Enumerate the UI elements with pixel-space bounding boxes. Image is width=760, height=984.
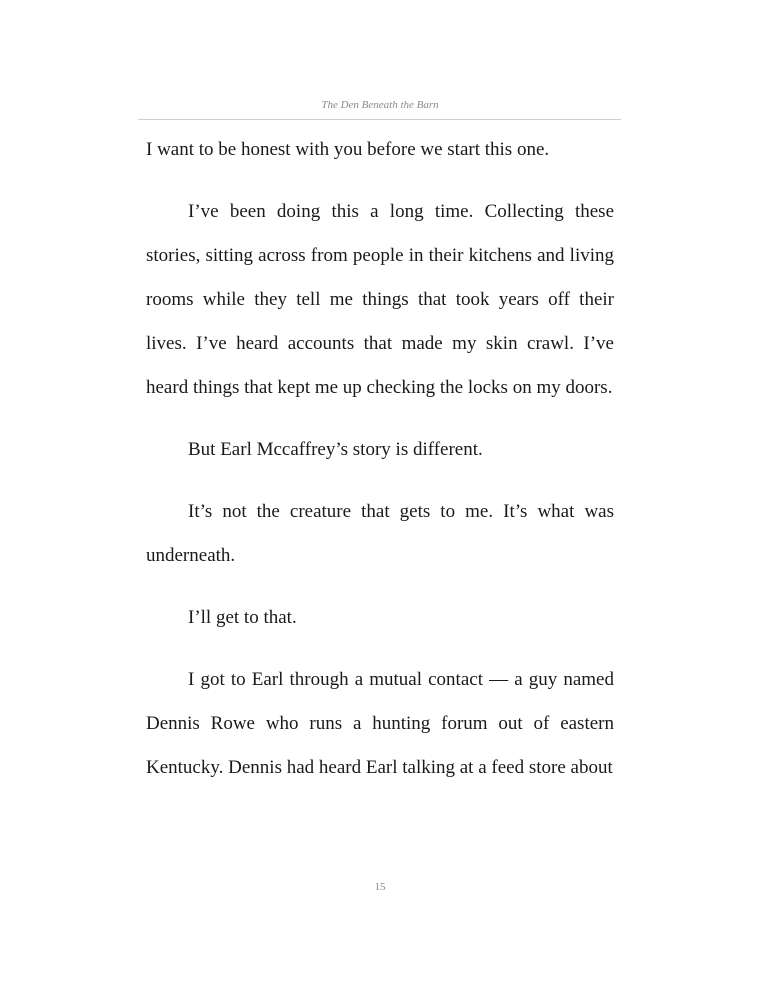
page-number: 15 (374, 881, 386, 893)
body-text (146, 128, 614, 808)
paragraph: But Earl Mccaffrey’s story is different. (188, 439, 483, 460)
paragraph: I’ve been doing this a long time. Collecting these stories, sitting across from people in their kitchens and living rooms while they tell me things that took years off their lives. I’ve heard accounts that made my skin crawl. I’ve heard things that kept me up checking the locks on my doors. (146, 201, 614, 398)
running-header-title: The Den Beneath the Barn (321, 99, 439, 111)
header-divider (138, 119, 621, 120)
paragraph: I’ll get to that. (188, 607, 297, 628)
paragraph: It’s not the creature that gets to me. It’s what was underneath. (146, 501, 614, 566)
paragraph: I want to be honest with you before we start this one. (146, 139, 550, 160)
paragraph: I got to Earl through a mutual contact — a guy named Dennis Rowe who runs a hunting forum out of eastern Kentucky. Dennis had heard Earl talking at a feed store about (146, 669, 614, 778)
